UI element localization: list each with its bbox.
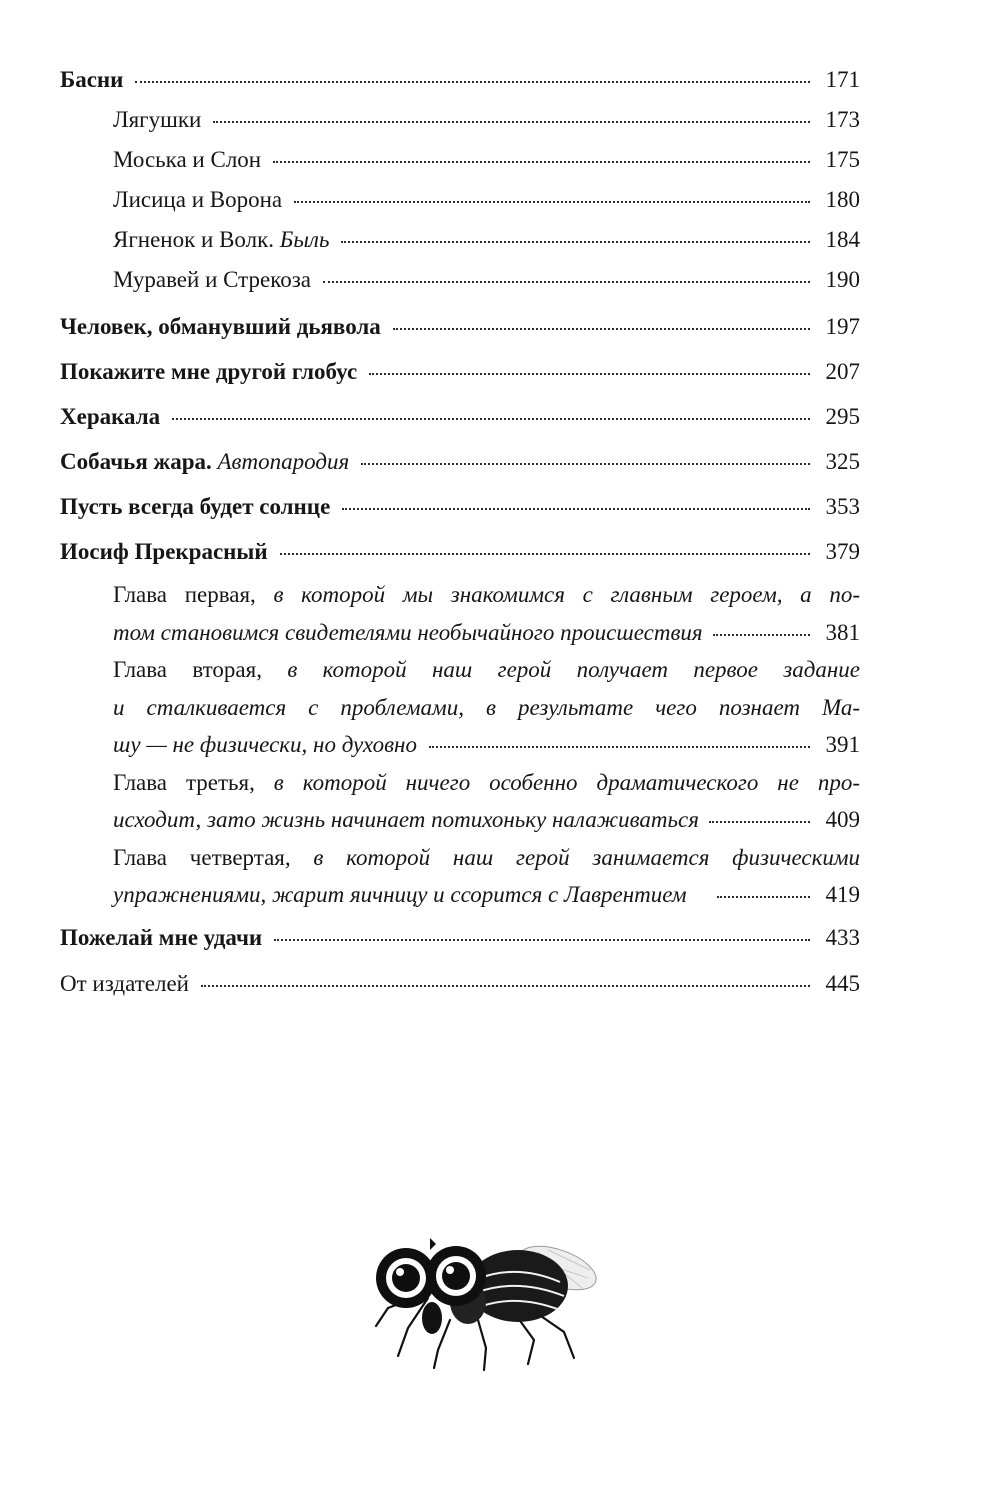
table-of-contents xyxy=(60,60,860,1006)
toc-leader-dots xyxy=(393,328,810,330)
toc-entry-udachi xyxy=(60,914,860,962)
toc-leader-dots xyxy=(273,161,809,163)
toc-leader-dots xyxy=(361,463,809,465)
toc-chapter-line xyxy=(113,651,860,689)
toc-leader-dots xyxy=(213,121,809,123)
toc-chapter-label: Глава первая, xyxy=(113,582,256,607)
toc-page-number: 171 xyxy=(825,67,860,92)
toc-page-number: 409 xyxy=(825,807,860,832)
toc-entry-basni xyxy=(60,60,860,100)
toc-page-number: 175 xyxy=(825,147,860,172)
toc-chapter-2 xyxy=(60,651,860,764)
toc-entry-title: Пусть всегда будет солнце xyxy=(60,494,331,519)
toc-leader-dots xyxy=(713,634,810,636)
toc-entry-subtitle: Быль xyxy=(279,227,330,252)
toc-page-number: 353 xyxy=(825,494,860,519)
toc-page-number: 325 xyxy=(825,449,860,474)
toc-chapter-last-line xyxy=(113,614,860,652)
toc-leader-dots xyxy=(280,553,810,555)
toc-chapter-text: и сталкивается с проблемами, в результате чего познает Ма- xyxy=(113,694,860,720)
toc-leader-dots xyxy=(201,985,810,987)
toc-entry-zhara xyxy=(60,439,860,484)
toc-entry-iosif xyxy=(60,529,860,574)
toc-chapter-line xyxy=(113,576,860,614)
toc-leader-dots xyxy=(323,281,809,283)
toc-entry-lyagushki xyxy=(60,100,860,140)
toc-page-number: 184 xyxy=(825,227,860,252)
toc-chapter-text: в которой мы знакомимся с главным героем, а по- xyxy=(273,582,861,607)
toc-chapter-text: упражнениями, жарит яичницу и ссорится с Лаврентием xyxy=(113,882,687,907)
toc-chapter-4 xyxy=(60,839,860,914)
toc-chapter-text: в которой наш герой занимается физическими xyxy=(313,844,861,870)
toc-chapter-label: Глава вторая, xyxy=(113,657,262,682)
toc-entry-lisica xyxy=(60,180,860,220)
toc-page-number: 445 xyxy=(825,970,860,996)
toc-page-number: 381 xyxy=(825,619,860,645)
toc-chapter-3 xyxy=(60,764,860,839)
toc-entry-moska xyxy=(60,140,860,180)
toc-chapter-line xyxy=(113,839,860,877)
toc-leader-dots xyxy=(294,201,809,203)
toc-leader-dots xyxy=(274,939,809,941)
toc-entry-title: Лисица и Ворона xyxy=(113,187,283,212)
toc-entry-globus xyxy=(60,349,860,394)
toc-entry-title xyxy=(113,220,329,260)
toc-leader-dots xyxy=(341,241,809,243)
toc-entry-title: Басни xyxy=(60,67,124,92)
toc-chapter-text: в которой ничего особенно драматического не про- xyxy=(273,769,860,795)
toc-chapter-label: Глава четвертая, xyxy=(113,844,291,870)
toc-chapter-label: Глава третья, xyxy=(113,769,255,795)
toc-entry-muravei xyxy=(60,260,860,300)
toc-entry-chelovek xyxy=(60,304,860,349)
toc-leader-dots xyxy=(135,81,809,83)
toc-page-number: 379 xyxy=(825,539,860,564)
toc-entry-yagnenok xyxy=(60,220,860,260)
toc-entry-title: Лягушки xyxy=(113,107,202,132)
toc-leader-dots xyxy=(172,418,809,420)
toc-chapter-last-line xyxy=(113,726,860,764)
toc-entry-title: Моська и Слон xyxy=(113,147,262,172)
toc-page-number: 419 xyxy=(825,882,860,907)
toc-chapter-text: исходит, зато жизнь начинает потихоньку налаживаться xyxy=(113,807,699,832)
toc-page-number: 197 xyxy=(825,314,860,339)
toc-entry-subtitle: Автопародия xyxy=(217,449,350,474)
toc-chapter-last-line xyxy=(113,876,860,914)
toc-chapter-1 xyxy=(60,576,860,651)
toc-page-number: 295 xyxy=(825,404,860,429)
toc-leader-dots xyxy=(369,373,809,375)
toc-page-number: 391 xyxy=(825,732,860,757)
toc-page-number: 190 xyxy=(825,267,860,292)
toc-entry-izdateli xyxy=(60,962,860,1006)
toc-chapter-line xyxy=(113,764,860,802)
toc-entry-title-main: Собачья жара. xyxy=(60,449,212,474)
toc-page-number: 207 xyxy=(825,359,860,384)
toc-leader-dots xyxy=(429,746,810,748)
fly-illustration xyxy=(368,1228,608,1378)
toc-entry-title-main: Ягненок и Волк. xyxy=(113,227,275,252)
toc-entry-solnce xyxy=(60,484,860,529)
toc-entry-title: Пожелай мне удачи xyxy=(60,924,263,950)
toc-entry-title: Херакала xyxy=(60,404,161,429)
toc-chapter-last-line xyxy=(113,801,860,839)
toc-page-number: 180 xyxy=(825,187,860,212)
toc-entry-title: Муравей и Стрекоза xyxy=(113,267,312,292)
toc-leader-dots xyxy=(709,821,810,823)
toc-entry-title: Покажите мне другой глобус xyxy=(60,359,358,384)
toc-chapter-text: том становимся свидетелями необычайного происшествия xyxy=(113,619,703,645)
toc-entry-title: От издателей xyxy=(60,970,189,996)
toc-page-number: 433 xyxy=(825,924,860,950)
toc-leader-dots xyxy=(717,896,810,898)
toc-entry-herakala xyxy=(60,394,860,439)
toc-entry-title: Человек, обманувший дьявола xyxy=(60,314,381,339)
toc-entry-title xyxy=(60,439,349,484)
toc-page-number: 173 xyxy=(825,107,860,132)
toc-leader-dots xyxy=(342,508,809,510)
toc-chapter-text: шу — не физически, но духовно xyxy=(113,732,417,757)
toc-entry-title: Иосиф Прекрасный xyxy=(60,539,268,564)
toc-chapter-text: в которой наш герой получает первое задание xyxy=(287,657,861,682)
